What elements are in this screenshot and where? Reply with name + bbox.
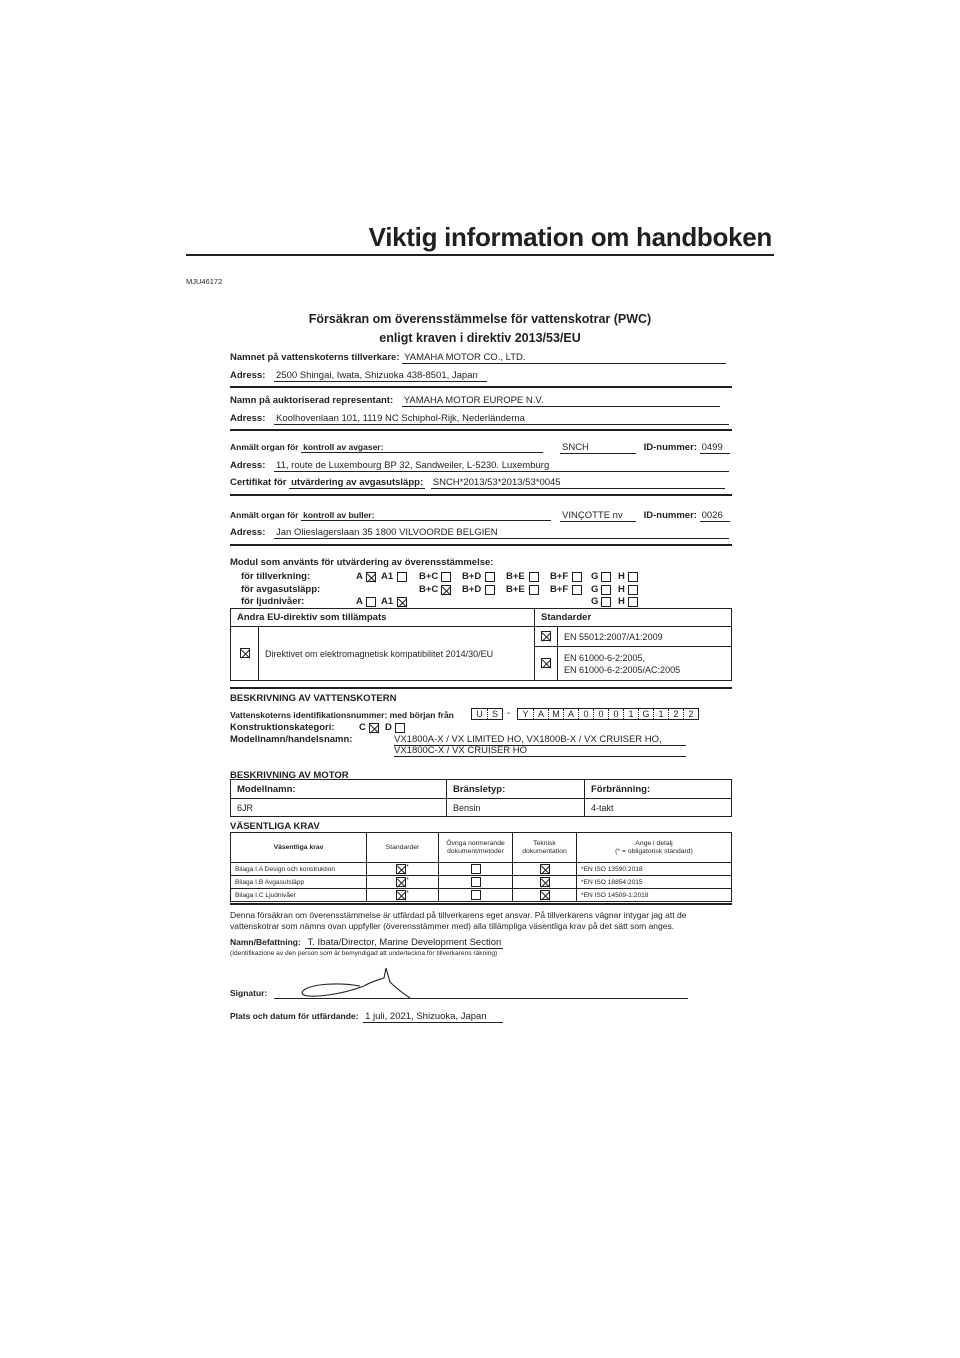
notified-body-noise-value-row bbox=[560, 510, 730, 522]
model-line2 bbox=[394, 745, 686, 757]
std2-line2: EN 61000-6-2:2005/AC:2005 bbox=[564, 664, 681, 675]
module-g-label: G bbox=[591, 571, 599, 582]
table-row bbox=[231, 876, 732, 889]
module-h-label: H bbox=[618, 571, 625, 582]
std1-value: EN 55012:2007/A1:2009 bbox=[558, 627, 732, 647]
separator bbox=[230, 429, 732, 431]
module-bf-label: B+F bbox=[550, 571, 569, 582]
notified-body-prefix: Anmält organ för bbox=[230, 510, 299, 520]
notified-body-noise-row bbox=[230, 510, 551, 521]
craft-id-serial-box bbox=[517, 708, 699, 720]
module-g-production-checkbox bbox=[601, 572, 611, 582]
table-row bbox=[231, 863, 732, 876]
separator bbox=[230, 544, 732, 546]
std2-checkbox-cell bbox=[535, 647, 558, 681]
module-a-label: A bbox=[356, 596, 363, 607]
address-label: Adress: bbox=[230, 527, 266, 538]
module-h-production-checkbox bbox=[628, 572, 638, 582]
name-value: T. Ibata/Director, Marine Development Section bbox=[307, 937, 502, 948]
req-name: Bilaga I.C Ljudnivåer bbox=[231, 889, 367, 902]
req-tech-checkbox bbox=[540, 890, 550, 900]
module-g-label: G bbox=[591, 584, 599, 595]
id-char: A bbox=[563, 709, 578, 719]
req-standard-checkbox bbox=[396, 877, 406, 887]
module-h-label: H bbox=[618, 596, 625, 607]
manufacturer-label: Namnet på vattenskoterns tillverkare: bbox=[230, 352, 400, 363]
separator bbox=[230, 386, 732, 388]
certificate-value: SNCH*2013/53*2013/53*0045 bbox=[431, 477, 725, 489]
craft-heading: BESKRIVNING AV VATTENSKOTERN bbox=[230, 693, 397, 704]
notified-body-exhaust-id: 0499 bbox=[700, 442, 730, 454]
id-char: S bbox=[487, 709, 502, 719]
table-header-row bbox=[231, 833, 732, 863]
modules-heading: Modul som använts för utvärdering av överensstämmelse: bbox=[230, 557, 494, 568]
req-standard-cell bbox=[367, 876, 439, 889]
id-char: M bbox=[548, 709, 563, 719]
module-bf-exhaust-checkbox bbox=[572, 585, 582, 595]
module-be-exhaust-checkbox bbox=[529, 585, 539, 595]
name-row bbox=[230, 937, 503, 949]
engine-model: 6JR bbox=[231, 799, 447, 817]
std2-line1: EN 61000-6-2:2005, bbox=[564, 652, 646, 663]
module-bf-label: B+F bbox=[550, 584, 569, 595]
module-be-label: B+E bbox=[506, 571, 525, 582]
module-g-noise-checkbox bbox=[601, 597, 611, 607]
std1-checkbox-cell bbox=[535, 627, 558, 647]
req-col-other-line1: Övriga normerande bbox=[446, 839, 505, 847]
requirements-table bbox=[230, 832, 732, 902]
declaration-heading: Försäkran om överensstämmelse för vattenskotrar (PWC) bbox=[308, 312, 652, 326]
id-char: 2 bbox=[683, 709, 698, 719]
id-char: 1 bbox=[623, 709, 638, 719]
category-c-label: C bbox=[359, 722, 366, 733]
req-col-requirement: Väsentliga krav bbox=[231, 833, 367, 863]
module-bd-label: B+D bbox=[462, 584, 482, 595]
craft-id-prefix-box bbox=[471, 708, 503, 720]
category-d-checkbox bbox=[395, 723, 405, 733]
notified-body-exhaust-value: SNCH bbox=[560, 442, 636, 454]
table-row bbox=[231, 627, 732, 647]
id-char: 1 bbox=[653, 709, 668, 719]
module-h-exhaust-checkbox bbox=[628, 585, 638, 595]
representative-value: YAMAHA MOTOR EUROPE N.V. bbox=[402, 395, 720, 407]
std2-checkbox bbox=[541, 658, 551, 668]
req-col-tech-line1: Teknisk bbox=[533, 839, 556, 847]
req-other-cell bbox=[439, 876, 513, 889]
module-a-label: A bbox=[356, 571, 363, 582]
req-col-detail-line1: Ange i detalj bbox=[635, 839, 673, 847]
id-char: Y bbox=[522, 709, 529, 719]
requirements-heading: VÄSENTLIGA KRAV bbox=[230, 821, 320, 832]
req-col-tech bbox=[513, 833, 577, 863]
req-name: Bilaga I.B Avgasutsläpp bbox=[231, 876, 367, 889]
manufacturer-address: 2500 Shingai, Iwata, Shizuoka 438-8501, Japan bbox=[274, 370, 487, 382]
req-standard-checkbox bbox=[396, 864, 406, 874]
model-label: Modellnamn/handelsnamn: bbox=[230, 734, 353, 745]
req-detail: *EN ISO 13590:2018 bbox=[577, 863, 732, 876]
standards-col-header: Standarder bbox=[535, 609, 732, 627]
module-bd-exhaust-checkbox bbox=[485, 585, 495, 595]
notified-body-noise-address: Jan Olieslagerslaan 35 1800 VILVOORDE BELGIEN bbox=[274, 527, 729, 539]
id-dash: - bbox=[507, 708, 511, 719]
name-note: (Identifikazione av den person som är bemyndigad att underteckna för tillverkarens räkning) bbox=[230, 950, 498, 957]
std2-value bbox=[558, 647, 732, 681]
model-line1-value: VX1800A-X / VX LIMITED HO, VX1800B-X / VX CRUISER HO, bbox=[394, 734, 686, 746]
address-label: Adress: bbox=[230, 460, 266, 471]
table-row bbox=[231, 799, 732, 817]
std1-checkbox bbox=[541, 631, 551, 641]
module-h-noise-checkbox bbox=[628, 597, 638, 607]
module-row-noise: för ljudnivåer: bbox=[241, 596, 305, 607]
engine-col-combustion: Förbränning: bbox=[585, 780, 732, 799]
craft-id-label: Vattenskoterns identifikationsnummer: med början från bbox=[230, 710, 454, 720]
req-mandatory-mark: * bbox=[406, 877, 409, 884]
module-a1-label: A1 bbox=[381, 596, 394, 607]
req-mandatory-mark: * bbox=[406, 890, 409, 897]
representative-address: Koolhovenlaan 101, 1119 NC Schiphol-Rijk, Nederländerna bbox=[274, 413, 729, 425]
req-detail: *EN ISO 14509-1:2018 bbox=[577, 889, 732, 902]
module-a-noise-checkbox bbox=[366, 597, 376, 607]
id-char: 2 bbox=[668, 709, 683, 719]
req-tech-cell bbox=[513, 876, 577, 889]
eu-directives-table bbox=[230, 608, 732, 681]
engine-heading: BESKRIVNING AV MOTOR bbox=[230, 770, 349, 781]
directive-checkbox-cell bbox=[231, 627, 259, 681]
engine-combustion: 4-takt bbox=[585, 799, 732, 817]
req-col-tech-line2: dokumentation bbox=[522, 847, 567, 855]
req-col-other-line2: dokument/metoder bbox=[447, 847, 504, 855]
notified-body-exhaust-row bbox=[230, 442, 543, 453]
module-a-production-checkbox bbox=[366, 572, 376, 582]
category-d-label: D bbox=[385, 722, 392, 733]
representative-row bbox=[230, 395, 720, 407]
place-value: 1 juli, 2021, Shizuoka, Japan bbox=[363, 1011, 503, 1023]
signature-label: Signatur: bbox=[230, 988, 268, 998]
module-a1-production-checkbox bbox=[397, 572, 407, 582]
module-h-label: H bbox=[618, 584, 625, 595]
notified-body-noise-label: kontroll av buller: bbox=[301, 510, 551, 521]
notified-body-noise-id: 0026 bbox=[700, 510, 730, 522]
id-number-label: ID-nummer: bbox=[643, 510, 697, 521]
req-other-checkbox bbox=[471, 890, 481, 900]
manufacturer-value: YAMAHA MOTOR CO., LTD. bbox=[402, 352, 726, 364]
id-char: 0 bbox=[593, 709, 608, 719]
address-label: Adress: bbox=[230, 370, 266, 381]
id-char: G bbox=[638, 709, 653, 719]
representative-label: Namn på auktoriserad representant: bbox=[230, 395, 394, 406]
id-char: A bbox=[533, 709, 548, 719]
req-standard-cell bbox=[367, 889, 439, 902]
eu-directives-col-header: Andra EU-direktiv som tillämpats bbox=[231, 609, 535, 627]
module-bf-production-checkbox bbox=[572, 572, 582, 582]
place-label: Plats och datum för utfärdande: bbox=[230, 1011, 359, 1021]
module-a1-label: A1 bbox=[381, 571, 394, 582]
separator bbox=[230, 687, 732, 689]
id-char: 0 bbox=[578, 709, 593, 719]
req-mandatory-mark: * bbox=[406, 864, 409, 871]
req-standard-checkbox bbox=[396, 890, 406, 900]
module-row-production: för tillverkning: bbox=[241, 571, 311, 582]
module-bc-exhaust-checkbox bbox=[441, 585, 451, 595]
module-bc-production-checkbox bbox=[441, 572, 451, 582]
notified-body-exhaust-label: kontroll av avgaser: bbox=[301, 442, 543, 453]
closing-statement: Denna försäkran om överensstämmelse är utfärdad på tillverkarens eget ansvar. På tillverkarens vägnar intygar jag att de vattenskotrar som nämns ovan uppfyller (överensstämmer med) alla tillämpliga väsentliga krav på det sätt som anges. bbox=[230, 910, 687, 931]
req-detail: *EN ISO 18854:2015 bbox=[577, 876, 732, 889]
module-row-exhaust: för avgasutsläpp: bbox=[241, 584, 321, 595]
representative-address-row bbox=[230, 413, 729, 425]
req-other-cell bbox=[439, 863, 513, 876]
req-col-other bbox=[439, 833, 513, 863]
req-other-cell bbox=[439, 889, 513, 902]
certificate-label: utvärdering av avgasutsläpp: bbox=[291, 477, 424, 488]
directive-checkbox bbox=[240, 648, 250, 658]
module-g-exhaust-checkbox bbox=[601, 585, 611, 595]
module-bd-production-checkbox bbox=[485, 572, 495, 582]
name-label: Namn/Befattning: bbox=[230, 937, 301, 947]
req-name: Bilaga I.A Design och konstruktion bbox=[231, 863, 367, 876]
category-label: Konstruktionskategori: bbox=[230, 722, 335, 733]
req-col-detail-line2: (* = obligatorisk standard) bbox=[615, 847, 693, 855]
id-number-label: ID-nummer: bbox=[643, 442, 697, 453]
module-be-production-checkbox bbox=[529, 572, 539, 582]
notified-body-exhaust-address: 11, route de Luxembourg BP 32, Sandweiler, L-5230. Luxemburg bbox=[274, 460, 729, 472]
id-char: 0 bbox=[608, 709, 623, 719]
directive-name: Direktivet om elektromagnetisk kompatibilitet 2014/30/EU bbox=[259, 627, 535, 681]
declaration-subheading: enligt kraven i direktiv 2013/53/EU bbox=[379, 331, 581, 345]
req-other-checkbox bbox=[471, 864, 481, 874]
req-col-detail bbox=[577, 833, 732, 863]
manufacturer-address-row bbox=[230, 370, 487, 382]
module-g-label: G bbox=[591, 596, 599, 607]
table-row bbox=[231, 889, 732, 902]
engine-table bbox=[230, 779, 732, 817]
module-bc-label: B+C bbox=[419, 571, 439, 582]
req-tech-cell bbox=[513, 863, 577, 876]
notified-body-exhaust-address-row bbox=[230, 460, 729, 472]
page-title: Viktig information om handboken bbox=[368, 222, 772, 252]
certificate-row bbox=[230, 477, 725, 489]
req-tech-checkbox bbox=[540, 864, 550, 874]
table-header-row bbox=[231, 780, 732, 799]
engine-fuel: Bensin bbox=[447, 799, 585, 817]
category-c-checkbox bbox=[369, 723, 379, 733]
req-tech-cell bbox=[513, 889, 577, 902]
engine-col-fuel: Bränsletyp: bbox=[447, 780, 585, 799]
document-code: MJU46172 bbox=[186, 277, 223, 286]
id-char: U bbox=[476, 709, 483, 719]
model-line2-value: VX1800C-X / VX CRUISER HO bbox=[394, 745, 686, 757]
signature-line bbox=[274, 998, 688, 999]
engine-col-model: Modellnamn: bbox=[231, 780, 447, 799]
separator bbox=[230, 494, 732, 496]
separator bbox=[230, 903, 732, 905]
module-bd-label: B+D bbox=[462, 571, 482, 582]
req-col-standards: Standarder bbox=[367, 833, 439, 863]
notified-body-exhaust-value-row bbox=[560, 442, 730, 454]
address-label: Adress: bbox=[230, 413, 266, 424]
notified-body-prefix: Anmält organ för bbox=[230, 442, 299, 452]
table-header-row bbox=[231, 609, 732, 627]
req-other-checkbox bbox=[471, 877, 481, 887]
title-rule bbox=[186, 254, 774, 256]
req-standard-cell bbox=[367, 863, 439, 876]
place-row bbox=[230, 1011, 503, 1023]
module-bc-label: B+C bbox=[419, 584, 439, 595]
module-be-label: B+E bbox=[506, 584, 525, 595]
notified-body-noise-address-row bbox=[230, 527, 729, 539]
manufacturer-row bbox=[230, 352, 726, 364]
certificate-prefix: Certifikat för bbox=[230, 477, 287, 488]
notified-body-noise-value: VINÇOTTE nv bbox=[560, 510, 636, 522]
req-tech-checkbox bbox=[540, 877, 550, 887]
module-a1-noise-checkbox bbox=[397, 597, 407, 607]
